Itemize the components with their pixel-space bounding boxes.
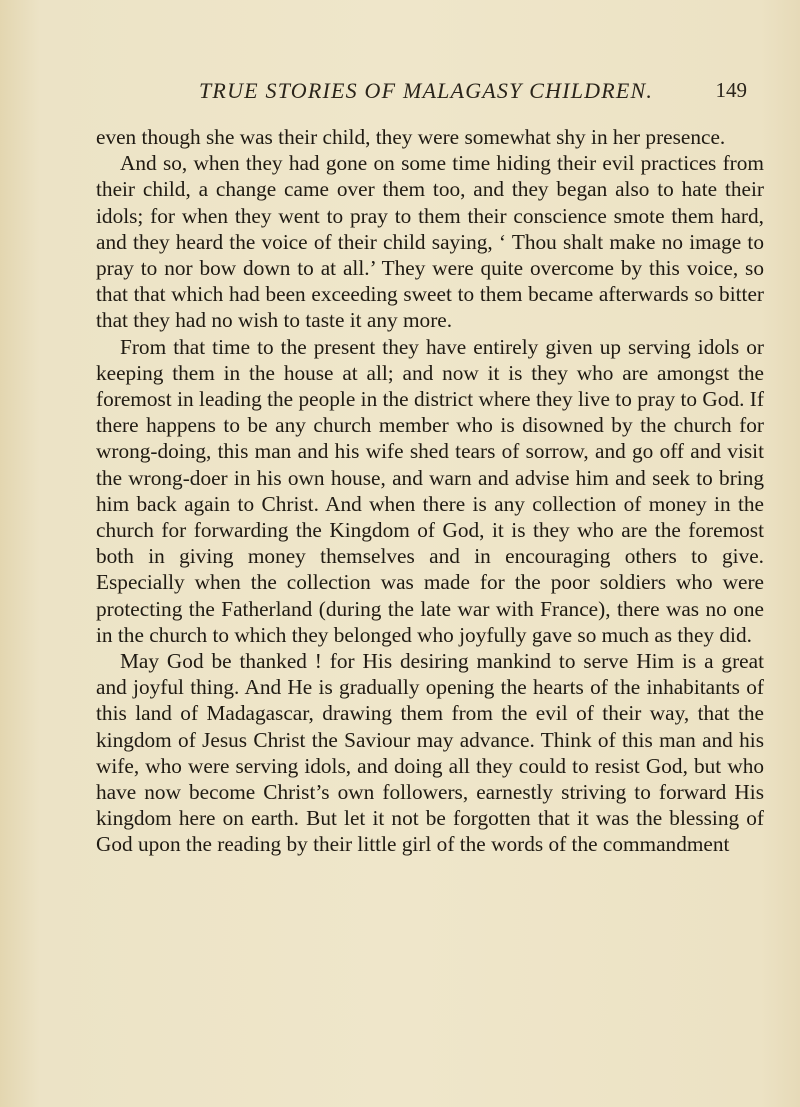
running-title: TRUE STORIES OF MALAGASY CHILDREN.	[199, 78, 654, 103]
paragraph: From that time to the present they have entirely given up serving idols or keeping them in the house at all; and now it is they who are amongst the foremost in leading the people in the district where they live to pray to God. If there happens to be any church member who is disowned by the church for wrong-doing, this man and his wife shed tears of sorrow, and go off and visit the wrong-doer in his own house, and warn and advise him and seek to bring him back again to Christ. And when there is any collection of money in the church for forwarding the Kingdom of God, it is they who are the foremost both in giving money themselves and in encouraging others to give. Especially when the collection was made for the poor soldiers who were protecting the Fatherland (during the late war with France), there was no one in the church to which they belonged who joyfully gave so much as they did.	[96, 334, 764, 647]
page-number: 149	[715, 78, 747, 102]
paragraph: May God be thanked ! for His desiring mankind to serve Him is a great and joyful thing. And He is gradually opening the hearts of the inhabitants of this land of Madagascar, drawing them from the evil of their way, that the kingdom of Jesus Christ the Saviour may advance. Think of this man and his wife, who were serving idols, and doing all they could to resist God, but who have now become Christ’s own followers, earnestly striving to forward His kingdom here on earth. But let it not be forgotten that it was the blessing of God upon the reading by their little girl of the words of the commandment	[96, 649, 764, 857]
paragraph-continued: even though she was their child, they were somewhat shy in her presence.	[96, 125, 726, 149]
paragraph: And so, when they had gone on some time hiding their evil practices from their child, a change came over them too, and they began also to hate their idols; for when they went to pray to them their conscience smote them hard, and they heard the voice of their child saying, ‘ Thou shalt make no image to pray to nor bow down to at all.’ They were quite overcome by this voice, so that that which had been exceeding sweet to them became afterwards so bitter that they had no wish to taste it any more.	[96, 151, 764, 333]
running-head	[95, 78, 755, 112]
body-text	[96, 124, 764, 858]
